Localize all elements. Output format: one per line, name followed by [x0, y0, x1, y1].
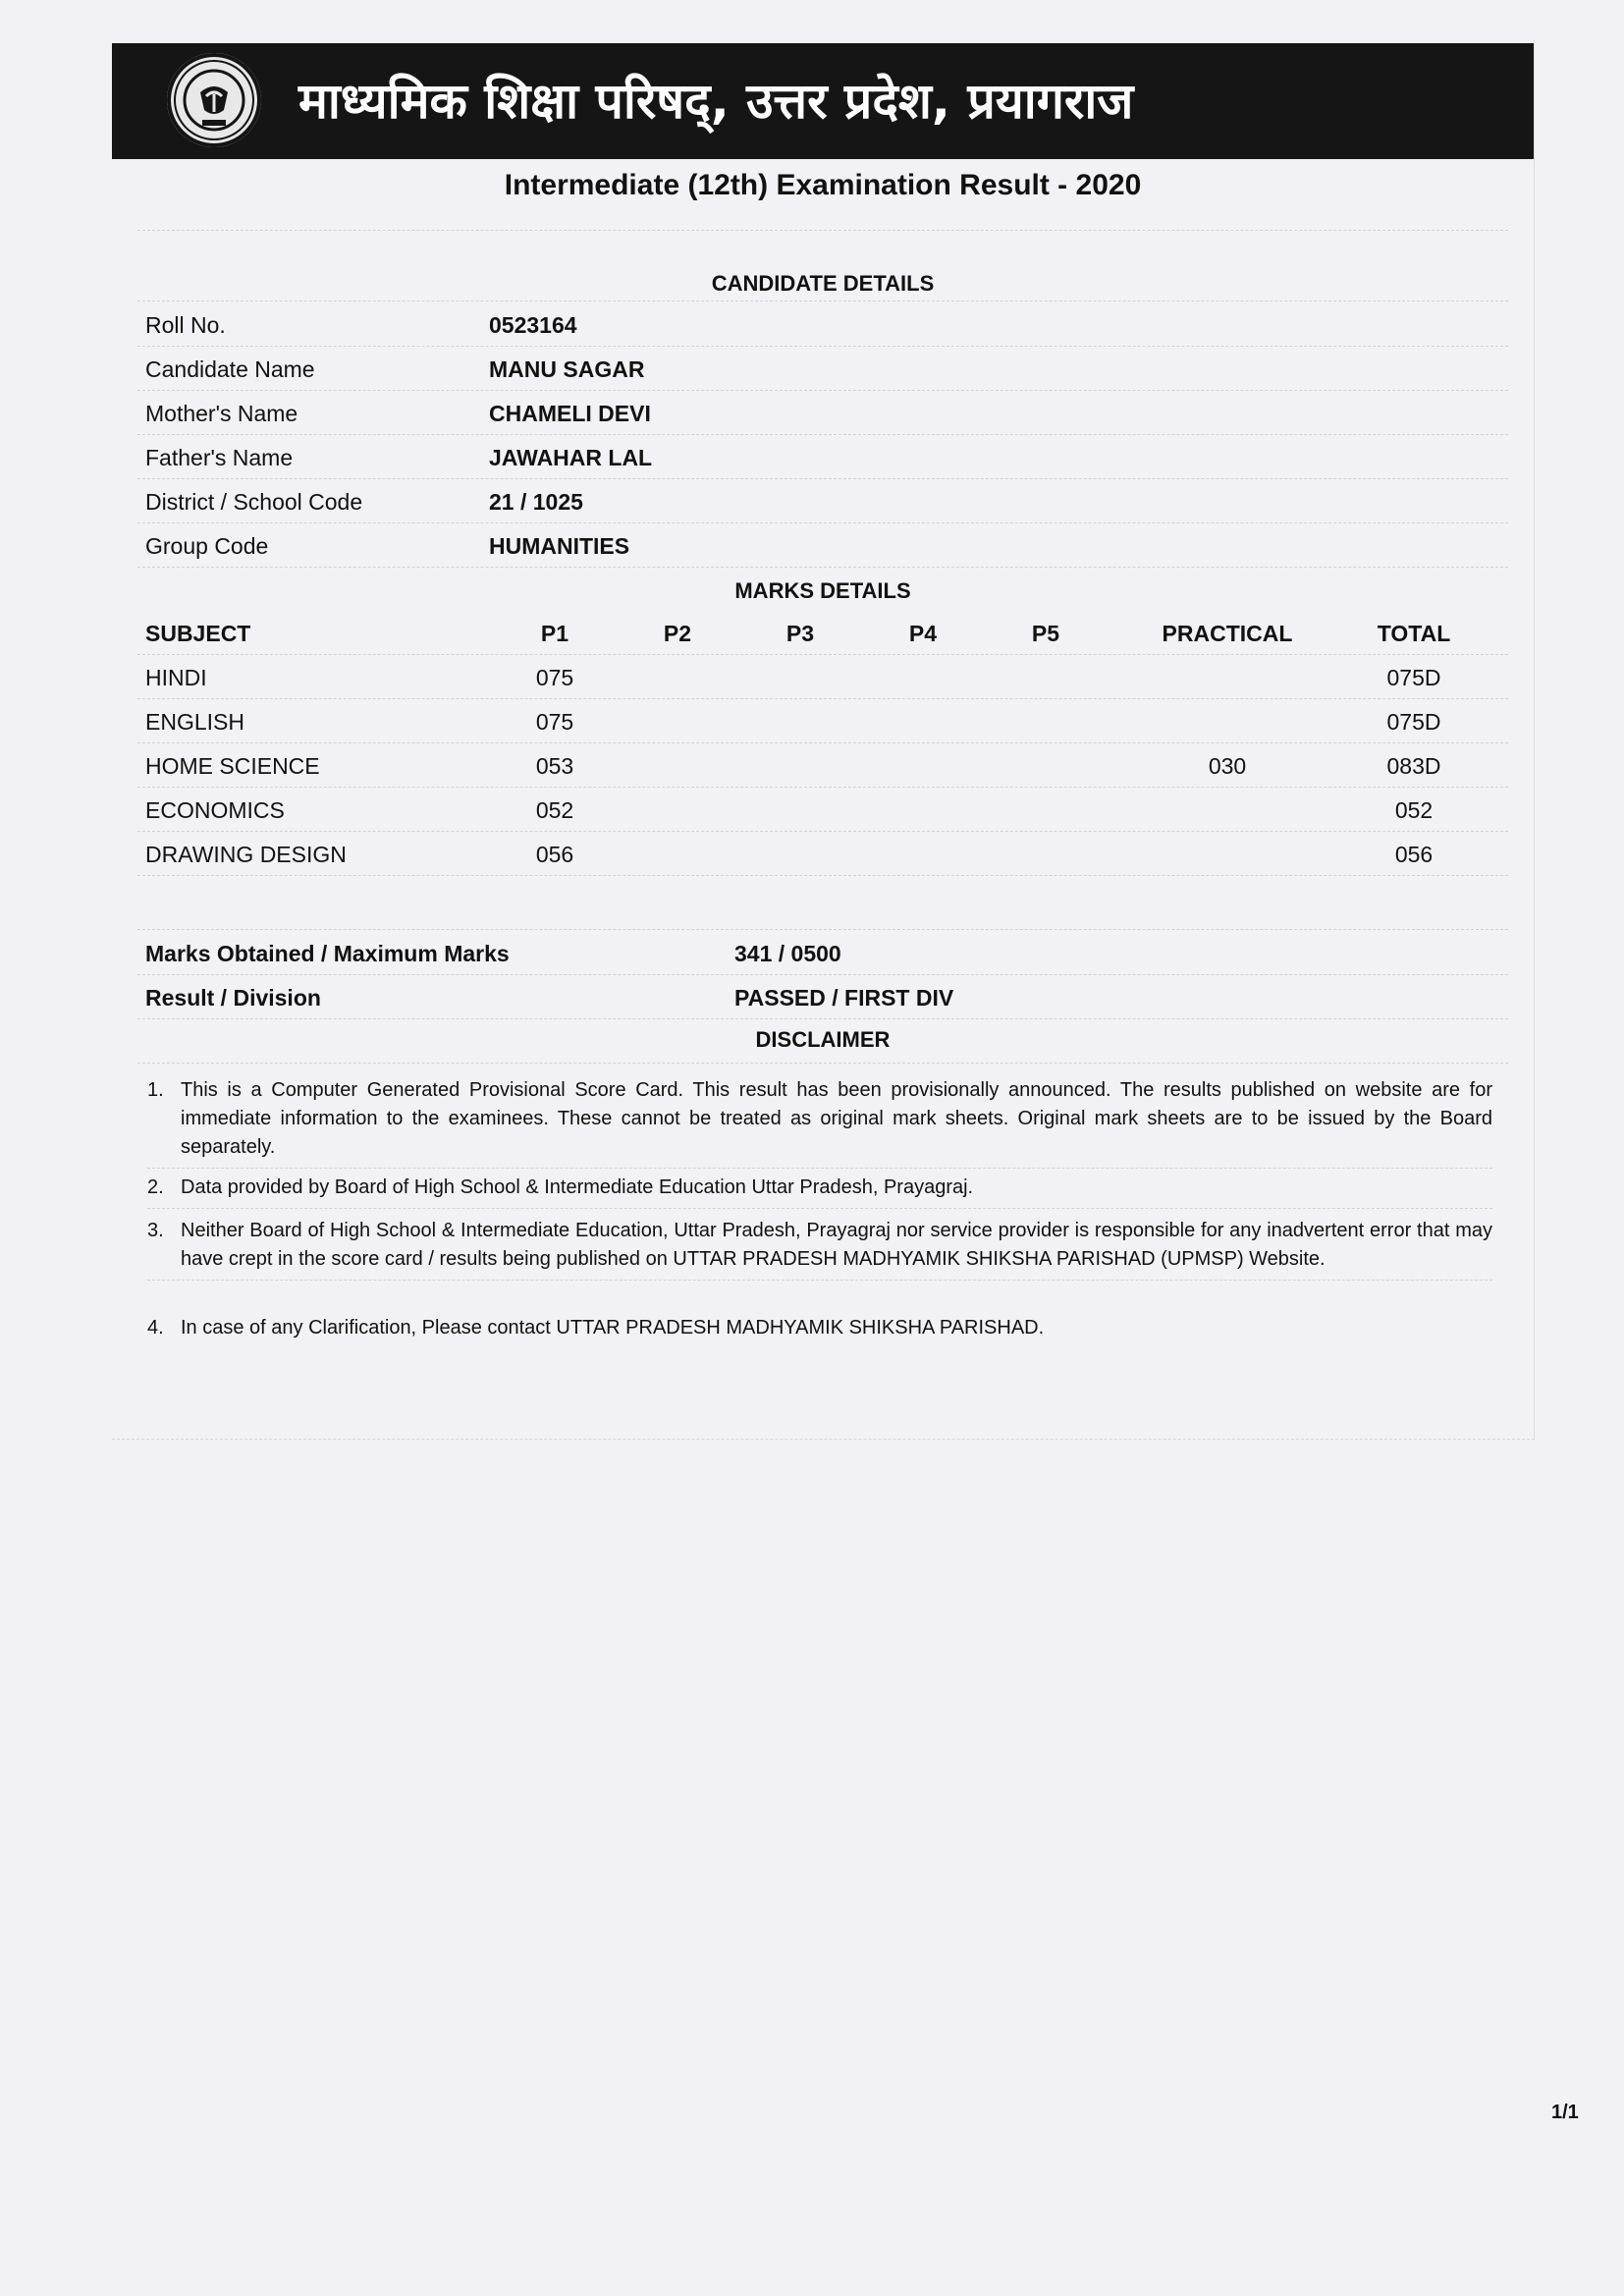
col-header: P3: [785, 621, 815, 646]
total-cell: 056: [1394, 842, 1434, 867]
exam-title: Intermediate (12th) Examination Result - 2020: [504, 169, 1142, 201]
practical-cell: 030: [1208, 753, 1247, 779]
detail-value: CHAMELI DEVI: [489, 401, 651, 426]
col-header: P2: [663, 621, 692, 646]
marks-obtained-value: 341 / 0500: [734, 941, 841, 966]
detail-row-district: [137, 479, 1508, 523]
p1-cell: 053: [535, 753, 574, 779]
total-cell: 052: [1394, 797, 1434, 823]
detail-label: Father's Name: [145, 445, 294, 470]
detail-row-name: [137, 347, 1508, 391]
marks-obtained-row: [137, 931, 1508, 975]
divider: [137, 230, 1508, 231]
detail-value: 21 / 1025: [489, 489, 583, 515]
col-header: P5: [1031, 621, 1060, 646]
detail-label: District / School Code: [145, 489, 363, 515]
col-header: P4: [908, 621, 938, 646]
detail-label: Roll No.: [145, 312, 226, 338]
subject-cell: HOME SCIENCE: [145, 753, 320, 779]
table-row: [137, 788, 1508, 832]
detail-row-mother: [137, 391, 1508, 435]
p1-cell: 052: [535, 797, 574, 823]
detail-row-father: [137, 435, 1508, 479]
result-division-row: [137, 975, 1508, 1019]
disclaimer-number: 2.: [147, 1176, 164, 1198]
col-header: SUBJECT: [145, 621, 251, 646]
p1-cell: 075: [535, 665, 574, 690]
divider: [137, 929, 1508, 930]
divider: [137, 1063, 1508, 1064]
subject-cell: ECONOMICS: [145, 797, 285, 823]
table-row: [137, 832, 1508, 876]
subject-cell: ENGLISH: [145, 709, 244, 735]
detail-label: Group Code: [145, 533, 269, 559]
disclaimer-item: [147, 1076, 1492, 1169]
detail-value: 0523164: [489, 312, 577, 338]
result-division-label: Result / Division: [145, 985, 321, 1011]
detail-label: Mother's Name: [145, 401, 298, 426]
total-cell: 075D: [1386, 709, 1441, 735]
total-cell: 083D: [1386, 753, 1441, 779]
detail-value: MANU SAGAR: [489, 356, 645, 382]
detail-value: JAWAHAR LAL: [489, 445, 653, 470]
marks-details-heading: MARKS DETAILS: [734, 578, 911, 603]
col-header: PRACTICAL: [1162, 621, 1293, 646]
disclaimer-item: [147, 1174, 1492, 1209]
p1-cell: 056: [535, 842, 574, 867]
disclaimer-heading: DISCLAIMER: [755, 1027, 891, 1052]
detail-row-group: [137, 523, 1508, 568]
disclaimer-number: 4.: [147, 1317, 164, 1339]
header-banner: [112, 43, 1534, 159]
disclaimer-text: Data provided by Board of High School & Intermediate Education Uttar Pradesh, Prayagraj.: [181, 1176, 974, 1198]
detail-value: HUMANITIES: [489, 533, 630, 559]
marks-header-row: [137, 611, 1508, 655]
subject-cell: HINDI: [145, 665, 207, 690]
page-number: 1/1: [1551, 2102, 1579, 2123]
candidate-details-heading: CANDIDATE DETAILS: [711, 271, 935, 296]
p1-cell: 075: [535, 709, 574, 735]
subject-cell: DRAWING DESIGN: [145, 842, 347, 867]
detail-row-roll: [137, 302, 1508, 347]
disclaimer-item: [147, 1314, 1492, 1348]
disclaimer-text: Neither Board of High School & Intermediate Education, Uttar Pradesh, Prayagraj nor service provider is responsible for any inadvertent error that may have crept in the score card / results being published on UTTAR PRADESH MADHYAMIK SHIKSHA PARISHAD (UPMSP) Website.: [181, 1220, 1492, 1270]
total-cell: 075D: [1386, 665, 1441, 690]
disclaimer-number: 3.: [147, 1220, 164, 1241]
disclaimer-text: In case of any Clarification, Please contact UTTAR PRADESH MADHYAMIK SHIKSHA PARISHAD.: [181, 1317, 1045, 1339]
table-row: [137, 655, 1508, 699]
col-header: TOTAL: [1377, 621, 1451, 646]
board-title: माध्यमिक शिक्षा परिषद्, उत्तर प्रदेश, प्रयागराज: [298, 73, 1134, 130]
disclaimer-text: This is a Computer Generated Provisional Score Card. This result has been provisionally announced. The results published on website are for immediate information to the examinees. These cannot be treated as original mark sheets. Original mark sheets are to be issued by the Board separately.: [181, 1079, 1492, 1158]
col-header: P1: [540, 621, 569, 646]
result-division-value: PASSED / FIRST DIV: [734, 985, 954, 1011]
marks-obtained-label: Marks Obtained / Maximum Marks: [145, 941, 510, 966]
table-row: [137, 699, 1508, 743]
detail-label: Candidate Name: [145, 356, 315, 382]
disclaimer-item: [147, 1217, 1492, 1281]
disclaimer-number: 1.: [147, 1079, 164, 1101]
table-row: [137, 743, 1508, 788]
up-government-seal-icon: [167, 53, 261, 147]
